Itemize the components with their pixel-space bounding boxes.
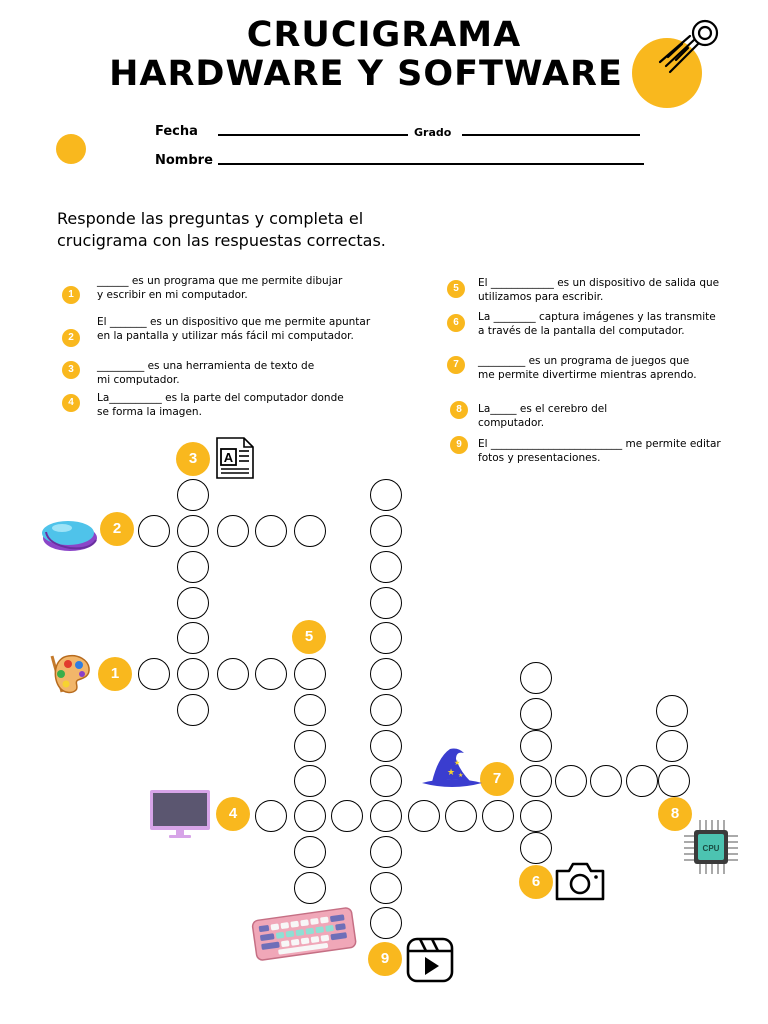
crossword-cell[interactable]: [370, 694, 402, 726]
crossword-cell[interactable]: [520, 765, 552, 797]
nombre-label: Nombre: [155, 153, 213, 168]
crossword-cell[interactable]: [177, 694, 209, 726]
svg-text:★: ★: [447, 768, 456, 778]
crossword-cell[interactable]: [138, 658, 170, 690]
grid-number-1: 1: [98, 657, 132, 691]
crossword-cell[interactable]: [520, 832, 552, 864]
crossword-cell[interactable]: [656, 695, 688, 727]
crossword-cell[interactable]: [177, 479, 209, 511]
clue-text: _________ es un programa de juegos que me permite divertirme mientras aprendo.: [478, 355, 697, 381]
grid-number-3: 3: [176, 442, 210, 476]
clue-text: ______ es un programa que me permite dibujar y escribir en mi computador.: [97, 275, 343, 301]
svg-text:A: A: [223, 450, 234, 465]
grid-number-2: 2: [100, 512, 134, 546]
crossword-cell[interactable]: [177, 515, 209, 547]
grid-number-9: 9: [368, 942, 402, 976]
instructions-text: Responde las preguntas y completa el crucigrama con las respuestas correctas.: [57, 209, 386, 250]
crossword-cell[interactable]: [555, 765, 587, 797]
clue-number: 6: [447, 314, 465, 332]
crossword-cell[interactable]: [294, 515, 326, 547]
grado-label: Grado: [414, 126, 452, 139]
wizard-hat-icon: [420, 745, 484, 791]
crossword-cell[interactable]: [255, 515, 287, 547]
grid-number-5: 5: [292, 620, 326, 654]
svg-text:CPU: CPU: [702, 844, 720, 853]
crossword-cell[interactable]: [138, 515, 170, 547]
grid-number-4: 4: [216, 797, 250, 831]
svg-text:★: ★: [458, 772, 464, 779]
paint-palette-icon: [46, 652, 92, 696]
crossword-cell[interactable]: [520, 800, 552, 832]
nombre-field[interactable]: [218, 163, 644, 165]
grid-number-7: 7: [480, 762, 514, 796]
clue-number: 1: [62, 286, 80, 304]
crossword-cell[interactable]: [217, 658, 249, 690]
crossword-cell[interactable]: [294, 730, 326, 762]
crossword-cell[interactable]: [177, 587, 209, 619]
monitor-icon: [149, 789, 211, 839]
crossword-cell[interactable]: [370, 658, 402, 690]
crossword-cell[interactable]: [370, 907, 402, 939]
clue-text: _________ es una herramienta de texto de mi computador.: [97, 360, 315, 386]
crossword-cell[interactable]: [177, 622, 209, 654]
crossword-cell[interactable]: [520, 662, 552, 694]
crossword-cell[interactable]: [370, 622, 402, 654]
grado-field[interactable]: [462, 134, 640, 136]
clue-text: La_____ es el cerebro del computador.: [478, 403, 608, 429]
keyboard-icon: [250, 904, 358, 962]
crossword-cell[interactable]: [626, 765, 658, 797]
video-editor-icon: [406, 937, 454, 983]
crossword-cell[interactable]: [177, 658, 209, 690]
crossword-cell[interactable]: [370, 836, 402, 868]
clue-text: El _______ es un dispositivo que me permite apuntar en la pantalla y utilizar más fácil mi computador.: [97, 316, 371, 342]
crossword-cell[interactable]: [590, 765, 622, 797]
crossword-cell[interactable]: [370, 765, 402, 797]
clue-number: 8: [450, 401, 468, 419]
crossword-cell[interactable]: [408, 800, 440, 832]
crossword-cell[interactable]: [294, 800, 326, 832]
crossword-cell[interactable]: [658, 765, 690, 797]
clue-number: 2: [62, 329, 80, 347]
clue-number: 5: [447, 280, 465, 298]
svg-text:★: ★: [454, 759, 461, 767]
crossword-cell[interactable]: [370, 479, 402, 511]
page-subtitle: HARDWARE Y SOFTWARE: [109, 54, 623, 94]
crossword-cell[interactable]: [520, 698, 552, 730]
crossword-cell[interactable]: [331, 800, 363, 832]
page-title: CRUCIGRAMA: [246, 15, 522, 55]
crossword-cell[interactable]: [294, 694, 326, 726]
grid-number-8: 8: [658, 797, 692, 831]
crossword-cell[interactable]: [294, 836, 326, 868]
mouse-icon: [40, 514, 100, 554]
crossword-cell[interactable]: [294, 658, 326, 690]
crossword-cell[interactable]: [520, 730, 552, 762]
crossword-cell[interactable]: [370, 587, 402, 619]
crossword-cell[interactable]: [294, 765, 326, 797]
crossword-cell[interactable]: [370, 872, 402, 904]
crossword-cell[interactable]: [294, 872, 326, 904]
fecha-label: Fecha: [155, 124, 198, 139]
crossword-cell[interactable]: [370, 515, 402, 547]
crossword-cell[interactable]: [370, 730, 402, 762]
clue-text: La__________ es la parte del computador donde se forma la imagen.: [97, 392, 344, 418]
camera-icon: [554, 860, 606, 902]
crossword-cell[interactable]: [255, 658, 287, 690]
fecha-field[interactable]: [218, 134, 408, 136]
clue-text: El ____________ es un dispositivo de salida que utilizamos para escribir.: [478, 277, 720, 303]
cpu-chip-icon: [678, 814, 744, 880]
crossword-cell[interactable]: [445, 800, 477, 832]
clue-text: La ________ captura imágenes y las transmite a través de la pantalla del computador.: [478, 311, 716, 337]
crossword-cell[interactable]: [217, 515, 249, 547]
clue-text: El _________________________ me permite editar fotos y presentaciones.: [478, 438, 721, 464]
crossword-cell[interactable]: [482, 800, 514, 832]
grid-number-6: 6: [519, 865, 553, 899]
clue-number: 3: [62, 361, 80, 379]
crossword-cell[interactable]: [255, 800, 287, 832]
crossword-cell[interactable]: [370, 551, 402, 583]
decorative-yellow-circle-small: [56, 134, 86, 164]
clue-number: 4: [62, 394, 80, 412]
crossword-cell[interactable]: [177, 551, 209, 583]
word-document-icon: [214, 436, 256, 480]
clue-number: 7: [447, 356, 465, 374]
crossword-cell[interactable]: [656, 730, 688, 762]
clue-number: 9: [450, 436, 468, 454]
crossword-cell[interactable]: [370, 800, 402, 832]
